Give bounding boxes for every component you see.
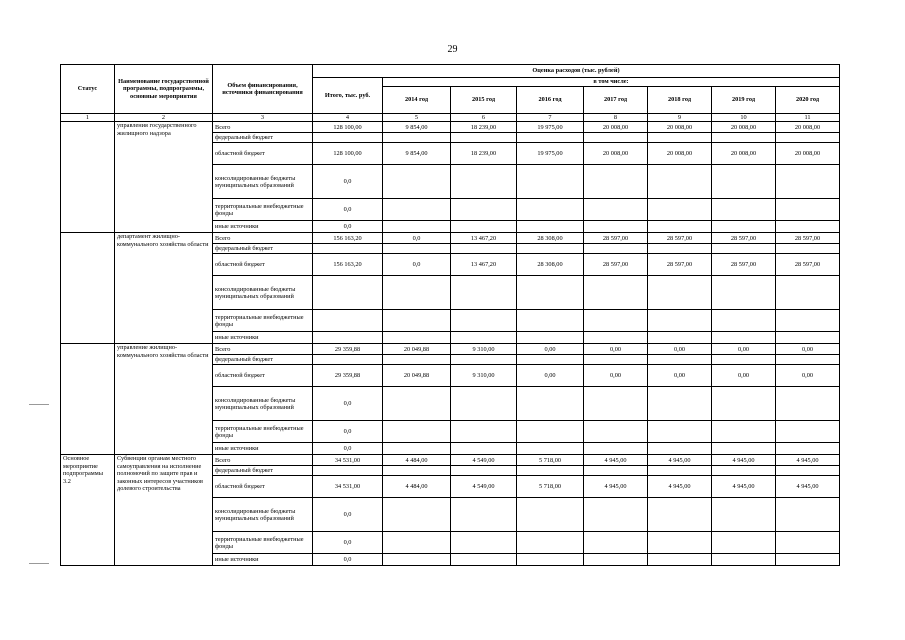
year-value-cell <box>584 532 648 554</box>
header-name: Наименование государственной программы, подпрограммы, основные мероприятия <box>115 65 213 114</box>
year-value-cell: 20 008,00 <box>776 143 840 165</box>
status-cell: Основное мероприятие подпрограммы 3.2 <box>61 455 115 566</box>
header-year: 2015 год <box>451 87 517 114</box>
source-cell: территориальные внебюджетные фонды <box>213 310 313 332</box>
year-value-cell: 9 310,00 <box>451 344 517 355</box>
year-value-cell <box>517 554 584 566</box>
year-value-cell: 19 975,00 <box>517 122 584 133</box>
year-value-cell <box>517 276 584 310</box>
year-value-cell: 5 718,00 <box>517 455 584 466</box>
year-value-cell <box>451 466 517 476</box>
year-value-cell <box>584 276 648 310</box>
year-value-cell <box>383 355 451 365</box>
column-number: 10 <box>712 114 776 122</box>
year-value-cell <box>648 498 712 532</box>
column-number: 11 <box>776 114 840 122</box>
year-value-cell: 20 008,00 <box>584 143 648 165</box>
year-value-cell: 4 945,00 <box>712 455 776 466</box>
header-year: 2020 год <box>776 87 840 114</box>
year-value-cell: 4 945,00 <box>776 476 840 498</box>
year-value-cell: 4 549,00 <box>451 476 517 498</box>
year-value-cell: 5 718,00 <box>517 476 584 498</box>
source-cell: областной бюджет <box>213 365 313 387</box>
column-number: 3 <box>213 114 313 122</box>
total-cell <box>313 355 383 365</box>
year-value-cell <box>517 532 584 554</box>
year-value-cell: 0,00 <box>648 365 712 387</box>
year-value-cell <box>383 221 451 233</box>
header-estimate: Оценка расходов (тыс. рублей) <box>313 65 840 78</box>
year-value-cell <box>451 443 517 455</box>
column-number: 1 <box>61 114 115 122</box>
year-value-cell <box>517 221 584 233</box>
source-cell: Всего <box>213 455 313 466</box>
year-value-cell: 13 467,20 <box>451 254 517 276</box>
source-cell: федеральный бюджет <box>213 355 313 365</box>
financing-table <box>60 64 840 566</box>
year-value-cell <box>648 165 712 199</box>
year-value-cell: 0,00 <box>517 344 584 355</box>
program-name-cell: управления государственного жилищного надзора <box>115 122 213 233</box>
source-cell: федеральный бюджет <box>213 466 313 476</box>
year-value-cell: 0,00 <box>584 365 648 387</box>
header-year: 2014 год <box>383 87 451 114</box>
year-value-cell <box>776 554 840 566</box>
year-value-cell <box>451 554 517 566</box>
source-cell: федеральный бюджет <box>213 133 313 143</box>
year-value-cell: 28 597,00 <box>712 254 776 276</box>
year-value-cell: 4 945,00 <box>712 476 776 498</box>
table-row <box>61 122 840 133</box>
year-value-cell: 4 484,00 <box>383 455 451 466</box>
year-value-cell <box>776 165 840 199</box>
year-value-cell <box>451 532 517 554</box>
year-value-cell <box>712 532 776 554</box>
year-value-cell <box>451 133 517 143</box>
year-value-cell <box>383 332 451 344</box>
column-number: 7 <box>517 114 584 122</box>
year-value-cell <box>383 165 451 199</box>
year-value-cell <box>712 165 776 199</box>
source-cell: консолидированные бюджеты муниципальных образований <box>213 276 313 310</box>
source-cell: иные источники <box>213 443 313 455</box>
year-value-cell <box>517 421 584 443</box>
year-value-cell <box>584 355 648 365</box>
year-value-cell <box>712 466 776 476</box>
year-value-cell: 20 008,00 <box>712 122 776 133</box>
year-value-cell: 0,0 <box>383 254 451 276</box>
year-value-cell <box>383 199 451 221</box>
year-value-cell <box>648 532 712 554</box>
total-cell: 128 100,00 <box>313 122 383 133</box>
year-value-cell: 20 008,00 <box>584 122 648 133</box>
source-cell: территориальные внебюджетные фонды <box>213 421 313 443</box>
year-value-cell <box>584 221 648 233</box>
total-cell: 29 359,88 <box>313 344 383 355</box>
status-cell <box>61 344 115 455</box>
year-value-cell <box>517 466 584 476</box>
header-year: 2016 год <box>517 87 584 114</box>
year-value-cell: 20 008,00 <box>712 143 776 165</box>
year-value-cell <box>383 276 451 310</box>
year-value-cell <box>584 421 648 443</box>
header-including: в том числе: <box>383 78 840 87</box>
year-value-cell <box>712 244 776 254</box>
year-value-cell: 20 049,88 <box>383 344 451 355</box>
year-value-cell <box>648 443 712 455</box>
year-value-cell <box>451 165 517 199</box>
column-number: 2 <box>115 114 213 122</box>
margin-mark <box>29 563 49 564</box>
year-value-cell: 0,00 <box>584 344 648 355</box>
year-value-cell <box>776 532 840 554</box>
source-cell: консолидированные бюджеты муниципальных образований <box>213 498 313 532</box>
year-value-cell <box>648 133 712 143</box>
total-cell: 0,0 <box>313 199 383 221</box>
year-value-cell <box>712 498 776 532</box>
year-value-cell: 13 467,20 <box>451 233 517 244</box>
year-value-cell <box>517 244 584 254</box>
year-value-cell: 28 597,00 <box>584 254 648 276</box>
year-value-cell <box>584 165 648 199</box>
year-value-cell: 4 945,00 <box>584 455 648 466</box>
year-value-cell <box>383 133 451 143</box>
year-value-cell <box>776 387 840 421</box>
year-value-cell <box>648 244 712 254</box>
source-cell: консолидированные бюджеты муниципальных образований <box>213 165 313 199</box>
total-cell <box>313 244 383 254</box>
year-value-cell: 0,00 <box>712 344 776 355</box>
year-value-cell <box>451 355 517 365</box>
page-number: 29 <box>447 44 458 55</box>
column-number: 8 <box>584 114 648 122</box>
year-value-cell <box>584 133 648 143</box>
year-value-cell <box>648 276 712 310</box>
year-value-cell: 9 310,00 <box>451 365 517 387</box>
year-value-cell: 28 597,00 <box>712 233 776 244</box>
year-value-cell <box>451 498 517 532</box>
year-value-cell <box>776 221 840 233</box>
year-value-cell: 4 945,00 <box>648 455 712 466</box>
total-cell: 156 163,20 <box>313 233 383 244</box>
year-value-cell: 18 239,00 <box>451 143 517 165</box>
year-value-cell <box>584 554 648 566</box>
year-value-cell: 20 049,88 <box>383 365 451 387</box>
total-cell <box>313 332 383 344</box>
year-value-cell <box>712 355 776 365</box>
source-cell: иные источники <box>213 554 313 566</box>
source-cell: консолидированные бюджеты муниципальных образований <box>213 387 313 421</box>
year-value-cell <box>776 332 840 344</box>
year-value-cell: 19 975,00 <box>517 143 584 165</box>
year-value-cell <box>712 554 776 566</box>
year-value-cell <box>383 532 451 554</box>
year-value-cell <box>584 310 648 332</box>
year-value-cell <box>776 443 840 455</box>
year-value-cell: 28 597,00 <box>584 233 648 244</box>
year-value-cell <box>451 387 517 421</box>
total-cell: 29 359,88 <box>313 365 383 387</box>
year-value-cell: 4 945,00 <box>584 476 648 498</box>
source-cell: иные источники <box>213 332 313 344</box>
total-cell: 0,0 <box>313 387 383 421</box>
source-cell: территориальные внебюджетные фонды <box>213 532 313 554</box>
total-cell: 0,0 <box>313 165 383 199</box>
year-value-cell <box>776 421 840 443</box>
year-value-cell: 4 945,00 <box>648 476 712 498</box>
year-value-cell: 28 597,00 <box>648 233 712 244</box>
year-value-cell <box>383 244 451 254</box>
column-number: 5 <box>383 114 451 122</box>
year-value-cell: 9 854,00 <box>383 122 451 133</box>
year-value-cell: 4 945,00 <box>776 455 840 466</box>
year-value-cell <box>383 421 451 443</box>
header-year: 2017 год <box>584 87 648 114</box>
year-value-cell: 28 597,00 <box>648 254 712 276</box>
total-cell: 0,0 <box>313 498 383 532</box>
year-value-cell <box>383 310 451 332</box>
year-value-cell: 4 549,00 <box>451 455 517 466</box>
table-row <box>61 233 840 244</box>
year-value-cell <box>648 355 712 365</box>
year-value-cell <box>451 199 517 221</box>
total-cell: 156 163,20 <box>313 254 383 276</box>
year-value-cell <box>451 332 517 344</box>
year-value-cell <box>776 244 840 254</box>
year-value-cell <box>776 355 840 365</box>
header-source: Объем финансирования, источники финансирования <box>213 65 313 114</box>
source-cell: Всего <box>213 344 313 355</box>
total-cell: 0,0 <box>313 421 383 443</box>
margin-mark <box>29 404 49 405</box>
year-value-cell: 9 854,00 <box>383 143 451 165</box>
year-value-cell: 0,00 <box>712 365 776 387</box>
year-value-cell <box>584 498 648 532</box>
total-cell <box>313 133 383 143</box>
year-value-cell <box>383 443 451 455</box>
source-cell: Всего <box>213 122 313 133</box>
program-name-cell: департамент жилищно-коммунального хозяйства области <box>115 233 213 344</box>
year-value-cell <box>584 244 648 254</box>
year-value-cell <box>712 310 776 332</box>
year-value-cell: 0,00 <box>776 365 840 387</box>
table-row <box>61 455 840 466</box>
column-number: 6 <box>451 114 517 122</box>
year-value-cell <box>517 332 584 344</box>
year-value-cell <box>584 199 648 221</box>
table-row <box>61 344 840 355</box>
status-cell <box>61 122 115 233</box>
year-value-cell <box>648 421 712 443</box>
year-value-cell <box>712 443 776 455</box>
column-number: 9 <box>648 114 712 122</box>
source-cell: областной бюджет <box>213 143 313 165</box>
year-value-cell <box>517 498 584 532</box>
year-value-cell <box>712 387 776 421</box>
total-cell: 0,0 <box>313 532 383 554</box>
year-value-cell <box>648 199 712 221</box>
year-value-cell: 18 239,00 <box>451 122 517 133</box>
year-value-cell: 0,00 <box>648 344 712 355</box>
year-value-cell <box>451 221 517 233</box>
year-value-cell: 20 008,00 <box>776 122 840 133</box>
year-value-cell: 28 597,00 <box>776 233 840 244</box>
column-number: 4 <box>313 114 383 122</box>
year-value-cell <box>712 276 776 310</box>
year-value-cell <box>712 421 776 443</box>
year-value-cell <box>517 165 584 199</box>
program-name-cell: Субвенции органам местного самоуправления на исполнение полномочий по защите прав и законных интересов участников долевого строительства <box>115 455 213 566</box>
year-value-cell <box>584 466 648 476</box>
year-value-cell <box>712 332 776 344</box>
year-value-cell: 0,0 <box>383 233 451 244</box>
header-status: Статус <box>61 65 115 114</box>
year-value-cell: 0,00 <box>517 365 584 387</box>
column-number-row <box>61 114 840 122</box>
source-cell: областной бюджет <box>213 476 313 498</box>
total-cell: 34 531,00 <box>313 476 383 498</box>
year-value-cell <box>383 554 451 566</box>
year-value-cell: 0,00 <box>776 344 840 355</box>
year-value-cell <box>648 387 712 421</box>
total-cell: 0,0 <box>313 554 383 566</box>
status-cell <box>61 233 115 344</box>
year-value-cell <box>451 276 517 310</box>
program-name-cell: управление жилищно-коммунального хозяйства области <box>115 344 213 455</box>
year-value-cell <box>712 221 776 233</box>
year-value-cell <box>517 443 584 455</box>
year-value-cell <box>648 310 712 332</box>
total-cell: 0,0 <box>313 443 383 455</box>
source-cell: федеральный бюджет <box>213 244 313 254</box>
header-year: 2019 год <box>712 87 776 114</box>
total-cell <box>313 466 383 476</box>
total-cell: 128 100,00 <box>313 143 383 165</box>
year-value-cell <box>383 387 451 421</box>
year-value-cell <box>776 133 840 143</box>
year-value-cell <box>776 466 840 476</box>
source-cell: территориальные внебюджетные фонды <box>213 199 313 221</box>
year-value-cell <box>648 466 712 476</box>
year-value-cell: 28 308,00 <box>517 233 584 244</box>
year-value-cell <box>584 443 648 455</box>
year-value-cell <box>648 554 712 566</box>
total-cell <box>313 310 383 332</box>
source-cell: Всего <box>213 233 313 244</box>
year-value-cell: 28 308,00 <box>517 254 584 276</box>
total-cell <box>313 276 383 310</box>
year-value-cell: 20 008,00 <box>648 143 712 165</box>
year-value-cell <box>383 466 451 476</box>
year-value-cell <box>584 332 648 344</box>
header-total: Итого, тыс. руб. <box>313 78 383 114</box>
year-value-cell: 20 008,00 <box>648 122 712 133</box>
year-value-cell <box>776 199 840 221</box>
year-value-cell <box>776 498 840 532</box>
year-value-cell <box>517 355 584 365</box>
year-value-cell <box>712 199 776 221</box>
year-value-cell <box>648 332 712 344</box>
year-value-cell <box>517 133 584 143</box>
year-value-cell <box>517 310 584 332</box>
header-year: 2018 год <box>648 87 712 114</box>
year-value-cell: 4 484,00 <box>383 476 451 498</box>
year-value-cell <box>517 199 584 221</box>
year-value-cell <box>648 221 712 233</box>
source-cell: областной бюджет <box>213 254 313 276</box>
year-value-cell <box>776 276 840 310</box>
year-value-cell: 28 597,00 <box>776 254 840 276</box>
year-value-cell <box>517 387 584 421</box>
total-cell: 34 531,00 <box>313 455 383 466</box>
source-cell: иные источники <box>213 221 313 233</box>
year-value-cell <box>584 387 648 421</box>
year-value-cell <box>383 498 451 532</box>
year-value-cell <box>451 310 517 332</box>
year-value-cell <box>451 244 517 254</box>
total-cell: 0,0 <box>313 221 383 233</box>
year-value-cell <box>712 133 776 143</box>
year-value-cell <box>451 421 517 443</box>
year-value-cell <box>776 310 840 332</box>
